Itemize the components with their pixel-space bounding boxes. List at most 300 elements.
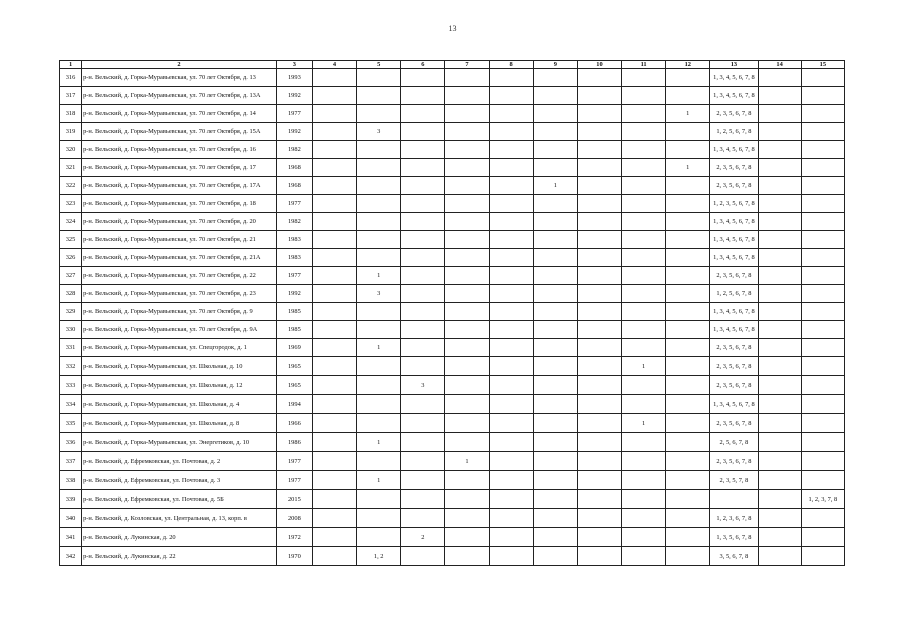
col-5-cell [357,213,401,231]
col-10-cell [577,249,621,267]
col-14-cell [758,303,801,321]
col-4-cell [312,321,356,339]
col-6-cell [401,177,445,195]
table-row [60,452,845,471]
address-cell: р-н. Вельский, д. Горка-Муравьевская, ул. 70 лет Октября, д. 23 [82,285,277,303]
row-number: 329 [60,303,82,321]
row-number: 339 [60,490,82,509]
column-header: 10 [577,61,621,69]
col-6-cell [401,452,445,471]
col-13-cell: 1, 3, 4, 5, 6, 7, 8 [710,321,758,339]
col-14-cell [758,339,801,357]
table-row [60,547,845,566]
col-6-cell [401,395,445,414]
col-4-cell [312,231,356,249]
row-number: 341 [60,528,82,547]
year-cell: 2008 [276,509,312,528]
year-cell: 1977 [276,195,312,213]
col-10-cell [577,303,621,321]
address-cell: р-н. Вельский, д. Горка-Муравьевская, ул. Школьная, д. 10 [82,357,277,376]
col-5-cell: 3 [357,123,401,141]
col-9-cell: 1 [533,177,577,195]
col-12-cell [666,471,710,490]
col-5-cell [357,303,401,321]
col-7-cell [445,141,489,159]
address-cell: р-н. Вельский, д. Горка-Муравьевская, ул. 70 лет Октября, д. 17 [82,159,277,177]
col-15-cell [801,159,844,177]
year-cell: 1985 [276,321,312,339]
col-14-cell [758,87,801,105]
year-cell: 1992 [276,123,312,141]
year-cell: 1968 [276,159,312,177]
col-9-cell [533,69,577,87]
address-cell: р-н. Вельский, д. Горка-Муравьевская, ул. 70 лет Октября, д. 21А [82,249,277,267]
col-11-cell [622,395,666,414]
col-13-cell: 1, 2, 3, 5, 6, 7, 8 [710,195,758,213]
col-5-cell [357,105,401,123]
year-cell: 1966 [276,414,312,433]
col-5-cell: 1, 2 [357,547,401,566]
col-14-cell [758,159,801,177]
table-body [60,69,845,566]
table-row [60,376,845,395]
col-6-cell [401,339,445,357]
col-6-cell: 3 [401,376,445,395]
col-4-cell [312,452,356,471]
col-6-cell [401,69,445,87]
col-12-cell: 1 [666,105,710,123]
col-12-cell [666,509,710,528]
col-7-cell [445,357,489,376]
year-cell: 1982 [276,213,312,231]
col-15-cell [801,339,844,357]
col-14-cell [758,285,801,303]
row-number: 320 [60,141,82,159]
col-5-cell [357,376,401,395]
col-7-cell [445,490,489,509]
table-row [60,509,845,528]
col-5-cell [357,87,401,105]
year-cell: 1965 [276,357,312,376]
col-13-cell: 1, 3, 4, 5, 6, 7, 8 [710,231,758,249]
col-8-cell [489,87,533,105]
col-12-cell [666,195,710,213]
col-8-cell [489,490,533,509]
col-11-cell [622,471,666,490]
col-10-cell [577,213,621,231]
col-6-cell [401,414,445,433]
col-11-cell [622,69,666,87]
col-11-cell [622,141,666,159]
col-6-cell [401,105,445,123]
col-9-cell [533,357,577,376]
col-10-cell [577,339,621,357]
table-row [60,105,845,123]
col-9-cell [533,249,577,267]
col-10-cell [577,395,621,414]
table-row [60,123,845,141]
col-11-cell [622,452,666,471]
col-15-cell [801,87,844,105]
col-9-cell [533,231,577,249]
column-header: 7 [445,61,489,69]
col-5-cell [357,249,401,267]
col-6-cell [401,123,445,141]
col-8-cell [489,105,533,123]
row-number: 332 [60,357,82,376]
col-9-cell [533,123,577,141]
col-5-cell [357,141,401,159]
col-9-cell [533,303,577,321]
col-13-cell: 2, 3, 5, 6, 7, 8 [710,376,758,395]
row-number: 317 [60,87,82,105]
col-8-cell [489,195,533,213]
col-13-cell: 1, 3, 4, 5, 6, 7, 8 [710,213,758,231]
col-6-cell [401,231,445,249]
table-row [60,414,845,433]
table-row [60,321,845,339]
col-6-cell [401,267,445,285]
address-cell: р-н. Вельский, д. Горка-Муравьевская, ул. 70 лет Октября, д. 18 [82,195,277,213]
col-10-cell [577,87,621,105]
year-cell: 2015 [276,490,312,509]
col-11-cell: 1 [622,414,666,433]
col-9-cell [533,414,577,433]
col-10-cell [577,357,621,376]
col-8-cell [489,547,533,566]
col-5-cell: 1 [357,433,401,452]
year-cell: 1983 [276,231,312,249]
address-cell: р-н. Вельский, д. Горка-Муравьевская, ул. 70 лет Октября, д. 13А [82,87,277,105]
col-13-cell: 1, 3, 4, 5, 6, 7, 8 [710,249,758,267]
col-8-cell [489,414,533,433]
col-6-cell [401,87,445,105]
col-6-cell [401,249,445,267]
address-cell: р-н. Вельский, д. Горка-Муравьевская, ул. 70 лет Октября, д. 9А [82,321,277,339]
page-number: 13 [448,24,457,33]
year-cell: 1992 [276,285,312,303]
year-cell: 1983 [276,249,312,267]
col-14-cell [758,490,801,509]
row-number: 336 [60,433,82,452]
col-7-cell [445,159,489,177]
col-13-cell: 2, 3, 5, 6, 7, 8 [710,414,758,433]
year-cell: 1968 [276,177,312,195]
col-9-cell [533,105,577,123]
col-5-cell [357,490,401,509]
col-11-cell [622,303,666,321]
col-15-cell [801,433,844,452]
col-5-cell [357,452,401,471]
table-row [60,195,845,213]
col-15-cell [801,285,844,303]
col-6-cell: 2 [401,528,445,547]
col-12-cell [666,528,710,547]
year-cell: 1965 [276,376,312,395]
col-12-cell [666,547,710,566]
col-6-cell [401,547,445,566]
col-11-cell [622,433,666,452]
col-9-cell [533,321,577,339]
col-13-cell: 1, 2, 5, 6, 7, 8 [710,123,758,141]
col-8-cell [489,141,533,159]
col-9-cell [533,376,577,395]
col-14-cell [758,509,801,528]
col-12-cell [666,69,710,87]
col-11-cell [622,490,666,509]
buildings-register-table [59,60,845,566]
col-8-cell [489,303,533,321]
table-row [60,471,845,490]
col-12-cell [666,267,710,285]
col-15-cell [801,547,844,566]
col-4-cell [312,87,356,105]
col-13-cell: 1, 3, 4, 5, 6, 7, 8 [710,395,758,414]
col-15-cell [801,123,844,141]
col-7-cell [445,267,489,285]
year-cell: 1993 [276,69,312,87]
col-12-cell [666,433,710,452]
col-5-cell [357,195,401,213]
col-10-cell [577,69,621,87]
year-cell: 1992 [276,87,312,105]
col-14-cell [758,452,801,471]
col-7-cell [445,105,489,123]
address-cell: р-н. Вельский, д. Лукинская, д. 20 [82,528,277,547]
col-10-cell [577,177,621,195]
col-7-cell [445,303,489,321]
row-number: 325 [60,231,82,249]
col-11-cell [622,376,666,395]
col-9-cell [533,141,577,159]
table-row [60,395,845,414]
col-13-cell: 3, 5, 6, 7, 8 [710,547,758,566]
col-8-cell [489,509,533,528]
col-11-cell [622,528,666,547]
col-4-cell [312,159,356,177]
year-cell: 1977 [276,105,312,123]
column-header: 12 [666,61,710,69]
col-7-cell [445,395,489,414]
col-7-cell [445,433,489,452]
col-13-cell [710,490,758,509]
col-9-cell [533,471,577,490]
col-12-cell [666,321,710,339]
col-10-cell [577,231,621,249]
col-7-cell [445,285,489,303]
col-5-cell [357,321,401,339]
col-11-cell [622,509,666,528]
col-11-cell [622,231,666,249]
col-8-cell [489,249,533,267]
address-cell: р-н. Вельский, д. Горка-Муравьевская, ул. 70 лет Октября, д. 16 [82,141,277,159]
table-row [60,490,845,509]
col-10-cell [577,285,621,303]
col-9-cell [533,267,577,285]
column-header: 15 [801,61,844,69]
address-cell: р-н. Вельский, д. Горка-Муравьевская, ул. 70 лет Октября, д. 14 [82,105,277,123]
col-9-cell [533,452,577,471]
address-cell: р-н. Вельский, д. Горка-Муравьевская, ул. Школьная, д. 8 [82,414,277,433]
address-cell: р-н. Вельский, д. Горка-Муравьевская, ул. Энергетиков, д. 10 [82,433,277,452]
col-11-cell [622,87,666,105]
row-number: 321 [60,159,82,177]
row-number: 333 [60,376,82,395]
row-number: 328 [60,285,82,303]
col-13-cell: 2, 3, 5, 6, 7, 8 [710,339,758,357]
col-14-cell [758,547,801,566]
table-row [60,69,845,87]
year-cell: 1969 [276,339,312,357]
col-7-cell [445,123,489,141]
table-row [60,159,845,177]
col-6-cell [401,285,445,303]
col-10-cell [577,195,621,213]
column-header: 5 [357,61,401,69]
col-10-cell [577,414,621,433]
col-7-cell [445,231,489,249]
column-header: 8 [489,61,533,69]
col-14-cell [758,123,801,141]
row-number: 331 [60,339,82,357]
col-7-cell [445,195,489,213]
col-8-cell [489,267,533,285]
col-15-cell [801,213,844,231]
row-number: 318 [60,105,82,123]
col-10-cell [577,433,621,452]
col-11-cell [622,105,666,123]
col-4-cell [312,141,356,159]
year-cell: 1986 [276,433,312,452]
col-7-cell [445,339,489,357]
col-5-cell [357,177,401,195]
table-row [60,267,845,285]
column-header: 11 [622,61,666,69]
col-14-cell [758,395,801,414]
col-5-cell [357,357,401,376]
col-15-cell [801,231,844,249]
col-4-cell [312,547,356,566]
col-6-cell [401,357,445,376]
col-10-cell [577,123,621,141]
col-12-cell [666,452,710,471]
col-4-cell [312,249,356,267]
col-15-cell [801,471,844,490]
col-13-cell: 1, 3, 4, 5, 6, 7, 8 [710,87,758,105]
col-11-cell: 1 [622,357,666,376]
col-12-cell [666,395,710,414]
col-14-cell [758,321,801,339]
col-4-cell [312,195,356,213]
col-4-cell [312,433,356,452]
col-8-cell [489,123,533,141]
col-4-cell [312,285,356,303]
col-6-cell [401,509,445,528]
col-11-cell [622,213,666,231]
column-header: 3 [276,61,312,69]
col-10-cell [577,159,621,177]
col-10-cell [577,105,621,123]
col-15-cell [801,321,844,339]
col-10-cell [577,547,621,566]
col-13-cell: 1, 3, 4, 5, 6, 7, 8 [710,303,758,321]
col-6-cell [401,490,445,509]
col-14-cell [758,69,801,87]
row-number: 323 [60,195,82,213]
table-row [60,249,845,267]
col-12-cell [666,339,710,357]
col-15-cell [801,105,844,123]
col-5-cell [357,231,401,249]
row-number: 335 [60,414,82,433]
address-cell: р-н. Вельский, д. Горка-Муравьевская, ул. Школьная, д. 4 [82,395,277,414]
col-5-cell: 1 [357,339,401,357]
col-5-cell [357,395,401,414]
col-7-cell [445,249,489,267]
col-6-cell [401,433,445,452]
col-9-cell [533,509,577,528]
col-11-cell [622,285,666,303]
row-number: 326 [60,249,82,267]
col-11-cell [622,267,666,285]
col-11-cell [622,195,666,213]
col-10-cell [577,490,621,509]
col-6-cell [401,213,445,231]
col-14-cell [758,267,801,285]
col-6-cell [401,195,445,213]
table-row [60,339,845,357]
col-4-cell [312,376,356,395]
col-11-cell [622,339,666,357]
year-cell: 1972 [276,528,312,547]
col-13-cell: 2, 3, 5, 6, 7, 8 [710,267,758,285]
col-8-cell [489,376,533,395]
col-4-cell [312,105,356,123]
header-row [60,61,845,69]
col-14-cell [758,414,801,433]
address-cell: р-н. Вельский, д. Ефремковская, ул. Почтовая, д. 5Б [82,490,277,509]
col-8-cell [489,433,533,452]
col-10-cell [577,321,621,339]
col-15-cell [801,452,844,471]
column-header: 1 [60,61,82,69]
row-number: 324 [60,213,82,231]
column-header: 14 [758,61,801,69]
col-4-cell [312,267,356,285]
col-5-cell [357,528,401,547]
address-cell: р-н. Вельский, д. Ефремковская, ул. Почтовая, д. 3 [82,471,277,490]
col-12-cell [666,141,710,159]
col-15-cell [801,303,844,321]
table-row [60,528,845,547]
col-13-cell: 2, 3, 5, 6, 7, 8 [710,452,758,471]
col-10-cell [577,452,621,471]
col-9-cell [533,433,577,452]
col-7-cell [445,471,489,490]
col-13-cell: 1, 3, 5, 6, 7, 8 [710,528,758,547]
col-5-cell: 1 [357,267,401,285]
table-row [60,231,845,249]
row-number: 342 [60,547,82,566]
col-14-cell [758,195,801,213]
col-7-cell [445,414,489,433]
row-number: 316 [60,69,82,87]
col-12-cell [666,490,710,509]
col-13-cell: 2, 5, 6, 7, 8 [710,433,758,452]
col-12-cell [666,376,710,395]
address-cell: р-н. Вельский, д. Горка-Муравьевская, ул. 70 лет Октября, д. 9 [82,303,277,321]
col-8-cell [489,159,533,177]
